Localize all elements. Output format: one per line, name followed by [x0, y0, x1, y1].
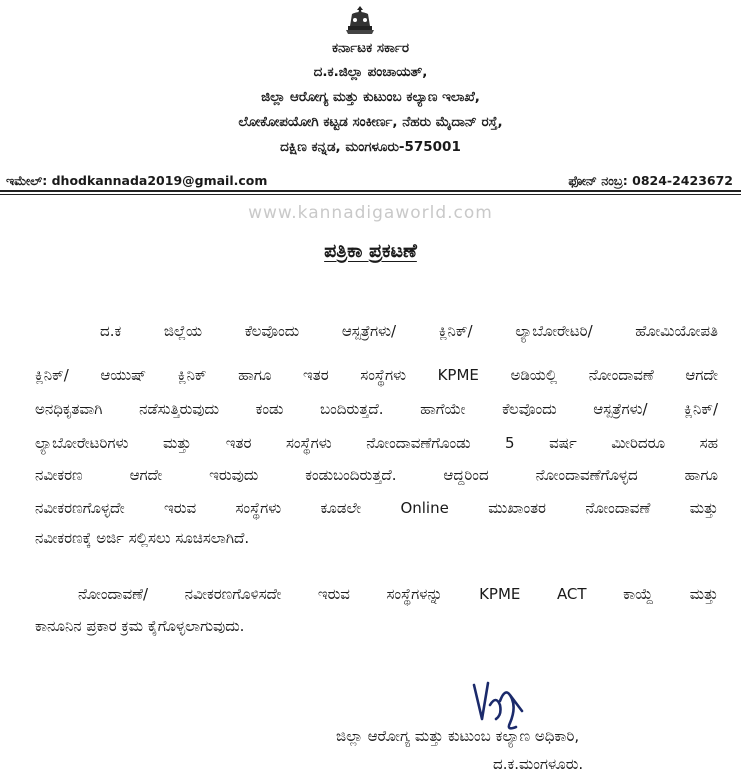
paragraph-line: ಕಾನೂನಿನ ಪ್ರಕಾರ ಕ್ರಮ ಕೈಗೊಳ್ಳಲಾಗುವುದು. — [35, 617, 245, 635]
header-divider-thin — [0, 194, 741, 195]
contact-phone: ಫೋನ್ ನಂಬ್ರ: 0824-2423672 — [568, 173, 733, 188]
header-divider — [0, 190, 741, 192]
paragraph-line: ಲ್ಯಾಬೋರೇಟರಿಗಳು ಮತ್ತು ಇತರ ಸಂಸ್ಥೆಗಳು ನೋಂದಾವಣೆಗೊಂಡು 5 ವರ್ಷ ಮೀರಿದರೂ ಸಹ — [35, 434, 718, 452]
contact-email: ಇಮೇಲ್: dhodkannada2019@gmail.com — [6, 173, 268, 188]
signatory-designation: ಜಿಲ್ಲಾ ಆರೋಗ್ಯ ಮತ್ತು ಕುಟುಂಬ ಕಲ್ಯಾಣ ಅಧಿಕಾರಿ, — [336, 727, 580, 745]
handwritten-signature — [466, 675, 528, 735]
paragraph-line: ನೋಂದಾವಣೆ/ ನವೀಕರಣಗೊಳಿಸದೇ ಇರುವ ಸಂಸ್ಥೆಗಳನ್ನು KPME ACT ಕಾಯ್ದೆ ಮತ್ತು — [78, 585, 718, 603]
paragraph-line: ನವೀಕರಣ ಆಗದೇ ಇರುವುದು ಕಂಡುಬಂದಿರುತ್ತದೆ. ಆದ್ದರಿಂದ ನೋಂದಾವಣೆಗೊಳ್ಳದ ಹಾಗೂ — [35, 466, 718, 484]
title-text: ಪತ್ರಿಕಾ ಪ್ರಕಟಣೆ — [324, 240, 417, 262]
paragraph-line: ಅನಧಿಕೃತವಾಗಿ ನಡೆಸುತ್ತಿರುವುದು ಕಂಡು ಬಂದಿರುತ್ತದೆ. ಹಾಗೆಯೇ ಕೆಲವೊಂದು ಆಸ್ಪತ್ರೆಗಳು/ ಕ್ಲಿನಿಕ್/ — [35, 400, 718, 418]
press-release-title — [0, 240, 741, 262]
letterhead-building: ಲೋಕೋಪಯೋಗಿ ಕಟ್ಟಡ ಸಂಕೀರ್ಣ, ನೆಹರು ಮೈದಾನ್ ರಸ್ತೆ, — [238, 114, 503, 130]
letterhead-government: ಕರ್ನಾಟಕ ಸರ್ಕಾರ — [331, 40, 410, 56]
government-emblem-icon — [342, 4, 378, 36]
paragraph-line: ನವೀಕರಣಕ್ಕೆ ಅರ್ಜಿ ಸಲ್ಲಿಸಲು ಸೂಚಿಸಲಾಗಿದೆ. — [35, 529, 250, 547]
letterhead-department: ಜಿಲ್ಲಾ ಆರೋಗ್ಯ ಮತ್ತು ಕುಟುಂಬ ಕಲ್ಯಾಣ ಇಲಾಖೆ, — [261, 89, 480, 105]
paragraph-line: ಕ್ಲಿನಿಕ್/ ಆಯುಷ್ ಕ್ಲಿನಿಕ್ ಹಾಗೂ ಇತರ ಸಂಸ್ಥೆಗಳು KPME ಅಡಿಯಲ್ಲಿ ನೋಂದಾವಣೆ ಆಗದೇ — [35, 366, 718, 384]
signatory-place: ದ.ಕ.ಮಂಗಳೂರು. — [493, 755, 584, 773]
watermark: www.kannadigaworld.com — [248, 203, 493, 223]
paragraph-line: ದ.ಕ ಜಿಲ್ಲೆಯ ಕೆಲವೊಂದು ಆಸ್ಪತ್ರೆಗಳು/ ಕ್ಲಿನಿಕ್/ ಲ್ಯಾಬೋರೇಟರಿ/ ಹೋಮಿಯೋಪತಿ — [100, 322, 718, 340]
letterhead-panchayat: ದ.ಕ.ಜಿಲ್ಲಾ ಪಂಚಾಯತ್, — [313, 64, 428, 80]
letterhead-city: ದಕ್ಷಿಣ ಕನ್ನಡ, ಮಂಗಳೂರು-575001 — [280, 139, 461, 155]
paragraph-line: ನವೀಕರಣಗೊಳ್ಳದೇ ಇರುವ ಸಂಸ್ಥೆಗಳು ಕೂಡಲೇ Online ಮುಖಾಂತರ ನೋಂದಾವಣೆ ಮತ್ತು — [35, 499, 718, 517]
